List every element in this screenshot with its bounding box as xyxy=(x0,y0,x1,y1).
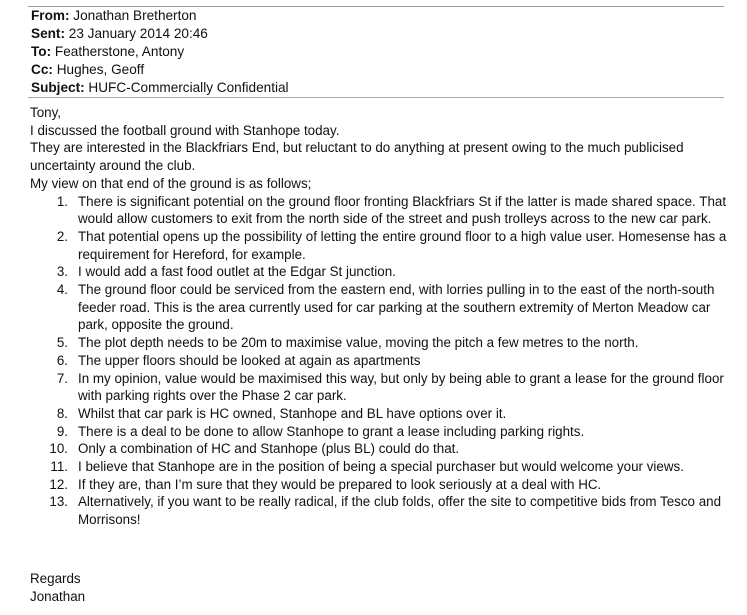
sent-label: Sent: xyxy=(31,26,65,41)
from-label: From: xyxy=(31,8,70,23)
body-paragraph: I discussed the football ground with Stanhope today. xyxy=(30,122,340,138)
list-item xyxy=(30,228,730,263)
list-item xyxy=(30,281,730,334)
to-label: To: xyxy=(31,44,52,59)
list-item xyxy=(30,493,730,528)
list-text: Only a combination of HC and Stanhope (plus BL) could do that. xyxy=(78,441,460,457)
list-item xyxy=(30,263,730,281)
email-body xyxy=(30,104,730,529)
cc-value: Hughes, Geoff xyxy=(56,62,145,77)
subject-value: HUFC-Commercially Confidential xyxy=(88,80,289,95)
signature: Jonathan xyxy=(30,588,86,604)
list-item xyxy=(30,193,730,228)
cc-label: Cc: xyxy=(31,62,53,77)
list-text: The plot depth needs to be 20m to maximise value, moving the pitch a few metres to the north. xyxy=(78,335,639,351)
list-number: 12. xyxy=(49,476,68,492)
subject-label: Subject: xyxy=(31,80,85,95)
list-number: 11. xyxy=(50,459,68,475)
list-number: 7. xyxy=(56,370,68,386)
list-number: 8. xyxy=(56,405,68,421)
list-item xyxy=(30,405,730,423)
list-item xyxy=(30,370,730,405)
list-number: 9. xyxy=(56,423,68,439)
list-number: 10. xyxy=(49,441,68,457)
list-number: 13. xyxy=(49,494,68,510)
list-text: That potential opens up the possibility of letting the entire ground floor to a high value user. Homesense has a requirement for Hereford, for example. xyxy=(78,228,727,262)
to-value: Featherstone, Antony xyxy=(54,44,185,59)
list-number: 1. xyxy=(56,193,68,209)
list-text: There is a deal to be done to allow Stanhope to grant a lease including parking rights. xyxy=(78,423,585,439)
email-header xyxy=(31,7,289,97)
list-item xyxy=(30,440,730,458)
list-text: The upper floors should be looked at again as apartments xyxy=(78,352,421,368)
list-text: I believe that Stanhope are in the position of being a special purchaser but would welcome your views. xyxy=(78,459,684,475)
list-number: 5. xyxy=(56,335,68,351)
list-item xyxy=(30,476,730,494)
list-text: In my opinion, value would be maximised this way, but only by being able to grant a lease for the ground floor with parking rights over the Phase 2 car park. xyxy=(78,370,724,404)
list-number: 3. xyxy=(56,264,68,280)
sent-row xyxy=(31,25,289,43)
list-text: I would add a fast food outlet at the Edgar St junction. xyxy=(78,264,396,280)
list-item xyxy=(30,334,730,352)
greeting: Tony, xyxy=(30,105,62,120)
closing: Regards xyxy=(30,571,81,586)
header-divider xyxy=(28,97,724,98)
cc-row xyxy=(31,61,289,79)
list-number: 6. xyxy=(56,352,68,368)
sent-value: 23 January 2014 20:46 xyxy=(68,26,208,41)
from-value: Jonathan Bretherton xyxy=(73,8,197,23)
list-number: 2. xyxy=(56,228,68,244)
body-paragraph: They are interested in the Blackfriars End, but reluctant to do anything at present owing to the much publicised uncertainty around the club. xyxy=(30,140,684,174)
sign-off xyxy=(30,570,85,605)
list-number: 4. xyxy=(56,282,68,298)
list-text: The ground floor could be serviced from the eastern end, with lorries pulling in to the east of the north-south feeder road. This is the area currently used for car parking at the southern extremity of Merton Meadow car park, opposite the ground. xyxy=(78,282,715,333)
list-text: Alternatively, if you want to be really radical, if the club folds, offer the site to competitive bids from Tesco and Morrisons! xyxy=(78,494,722,528)
subject-row xyxy=(31,79,289,97)
from-row xyxy=(31,7,289,25)
list-text: If they are, than I’m sure that they would be prepared to look seriously at a deal with HC. xyxy=(78,476,602,492)
list-item xyxy=(30,352,730,370)
list-item xyxy=(30,423,730,441)
body-paragraph: My view on that end of the ground is as follows; xyxy=(30,175,312,191)
list-text: Whilst that car park is HC owned, Stanhope and BL have options over it. xyxy=(78,405,507,421)
list-text: There is significant potential on the ground floor fronting Blackfriars St if the latter is made shared space. That would allow customers to exit from the north side of the street and push trolleys across to the new car park. xyxy=(78,193,727,227)
list-item xyxy=(30,458,730,476)
points-list xyxy=(30,193,730,529)
to-row xyxy=(31,43,289,61)
